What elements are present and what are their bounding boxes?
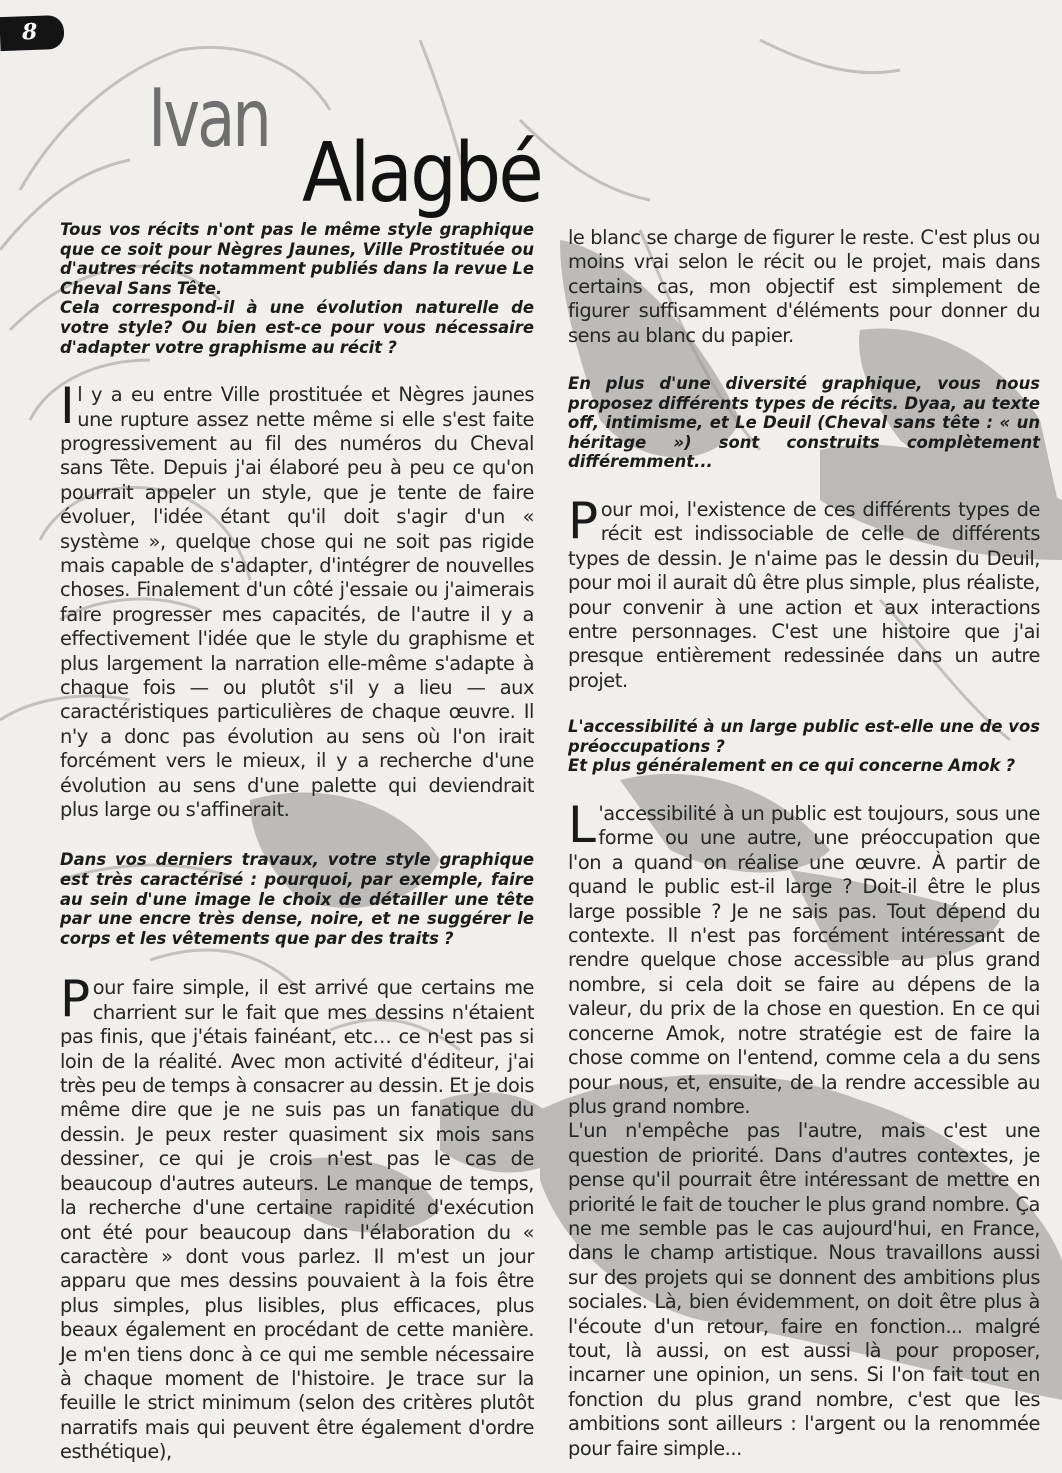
question-1-part-1: Tous vos récits n'ont pas le même style graphique que ce soit pour Nègres Jaunes, Ville Prostituée ou d'autres récits notamment publiés dans la revue Le Cheval Sans Tête.	[60, 220, 534, 298]
answer-1	[60, 377, 534, 822]
answer-3-text: our moi, l'existence de ces différents types de récit est indissociable de celle de différents types de dessin. Je n'aime pas le dessin du Deuil, pour moi il aurait dû être plus simple, plus réaliste, pour convenir à une action et aux interactions entre personnages. C'est une histoire que j'ai presque entièrement redessinée dans un autre projet.	[568, 498, 1040, 692]
question-3: En plus d'une diversité graphique, vous nous proposez différents types de récits. Dyaa, au texte off, intimisme, et Le Deuil (Cheval sans tête : « un héritage ») sont construits complètement différemment...	[568, 374, 1040, 472]
drop-cap: P	[60, 970, 90, 1029]
page-number: 8	[21, 18, 38, 46]
answer-1-text: l y a eu entre Ville prostituée et Nègres jaunes une rupture assez nette même si elle s'est faite progressivement au fil des numéros du Cheval sans Tête. Depuis j'ai élaboré peu à peu ce qu'on pourrait appeler un style, que je tente de faire évoluer, l'idée étant qu'il doit s'agir d'un « système », quelque chose qui ne soit pas rigide mais capable de s'adapter, d'intégrer de nouvelles choses. Finalement d'un côté j'essaie ou j'aimerais faire progresser mes capacités, de l'autre il y a effectivement l'idée que le style du graphisme et plus largement la narration elle-même s'adapte à chaque fois — ou plutôt s'il y a lieu — aux caractéristiques particulières de chaque œuvre. Il n'y a donc pas évolution au sens où l'on irait forcément vers le mieux, il y a recherche d'une évolution au sens d'une palette qui deviendrait plus large ou s'affinerait.	[60, 383, 534, 822]
page-number-badge	[0, 15, 65, 51]
answer-2-continued-text: le blanc se charge de figurer le reste. C'est plus ou moins vrai selon le récit ou le projet, mais dans certains cas, mon objectif est simplement de figurer suffisamment d'éléments pour donner du sens au blanc du papier.	[568, 226, 1040, 347]
right-column	[568, 226, 1040, 1461]
question-4-part-2: Et plus généralement en ce qui concerne Amok ?	[568, 756, 1016, 776]
answer-4-text: 'accessibilité à un public est toujours, sous une forme ou une autre, une préoccupation que l'on a quand on réalise une œuvre. À partir de quand le public est-il large ? Doit-il être le plus large possible ? Je ne sais pas. Tout dépend du contexte. Il n'est pas forcément intéressant de rendre quelque chose accessible au plus grand nombre, si cela doit se faire au dépens de la valeur, du prix de la chose en question. En ce qui concerne Amok, notre stratégie est de faire la chose comme on l'entend, comme cela a du sens pour nous, et, ensuite, de la rendre accessible au plus grand nombre.	[568, 802, 1040, 1118]
answer-4-text-2: L'un n'empêche pas l'autre, mais c'est une question de priorité. Dans d'autres contextes, je pense qu'il pourrait être intéressant de mettre en priorité le fait de toucher le plus grand nombre. Ça ne me semble pas le cas aujourd'hui, en France, dans le champ artistique. Nous travaillons aussi sur des projets qui se donnent des ambitions plus sociales. Là, bien évidemment, on doit être plus à l'écoute d'un retour, faire en fonction... malgré tout, là aussi, on est aussi là pour proposer, incarner une opinion, un sens. Si l'on fait tout en fonction du plus grand nombre, c'est que les ambitions sont ailleurs : l'argent ou la renommée pour faire simple...	[568, 1119, 1040, 1460]
answer-2-continued	[568, 226, 1040, 348]
drop-cap: P	[568, 492, 598, 550]
answer-2-text: our faire simple, il est arrivé que certains me charrient sur le fait que mes dessins n'étaient pas finis, que j'étais fainéant, etc… ce n'est pas si loin de la réalité. Avec mon activité d'éditeur, j'ai très peu de temps à consacrer au dessin. Et je dois même dire que je ne suis pas un fanatique du dessin. Je peux rester quasiment six mois sans dessiner, ce qui je crois n'est pas le cas de beaucoup d'autres auteurs. Le manque de temps, la recherche d'une certaine rapidité d'exécution ont été pour beaucoup dans l'élaboration du « caractère » dont vous parlez. Il m'est un jour apparu que mes dessins pouvaient à la fois être plus simples, plus lisibles, plus efficaces, plus beaux également en procédant de cette manière. Je m'en tiens donc à ce qui me semble nécessaire à chaque moment de l'histoire. Je trace sur la feuille le strict minimum (selon des critères plutôt narratifs mais qui peuvent être également d'ordre esthétique),	[60, 976, 534, 1464]
answer-2	[60, 970, 534, 1464]
question-2: Dans vos derniers travaux, votre style graphique est très caractérisé : pourquoi, par exemple, faire au sein d'une image le choix de détailler une tête par une encre très dense, noire, et ne suggérer le corps et les vêtements que par des traits ?	[60, 850, 534, 948]
question-4-part-1: L'accessibilité à un large public est-elle une de vos préoccupations ?	[568, 717, 1040, 756]
drop-cap: I	[60, 377, 75, 436]
answer-3	[568, 492, 1040, 693]
answer-4	[568, 796, 1040, 1461]
left-column	[60, 220, 534, 1465]
title-last-name: Alagbé	[302, 126, 542, 221]
question-1-part-2: Cela correspond-il à une évolution naturelle de votre style? Ou bien est-ce pour vous nécessaire d'adapter votre graphisme au récit ?	[60, 298, 534, 357]
drop-cap: L	[568, 796, 596, 855]
title-first-name: Ivan	[148, 72, 269, 165]
